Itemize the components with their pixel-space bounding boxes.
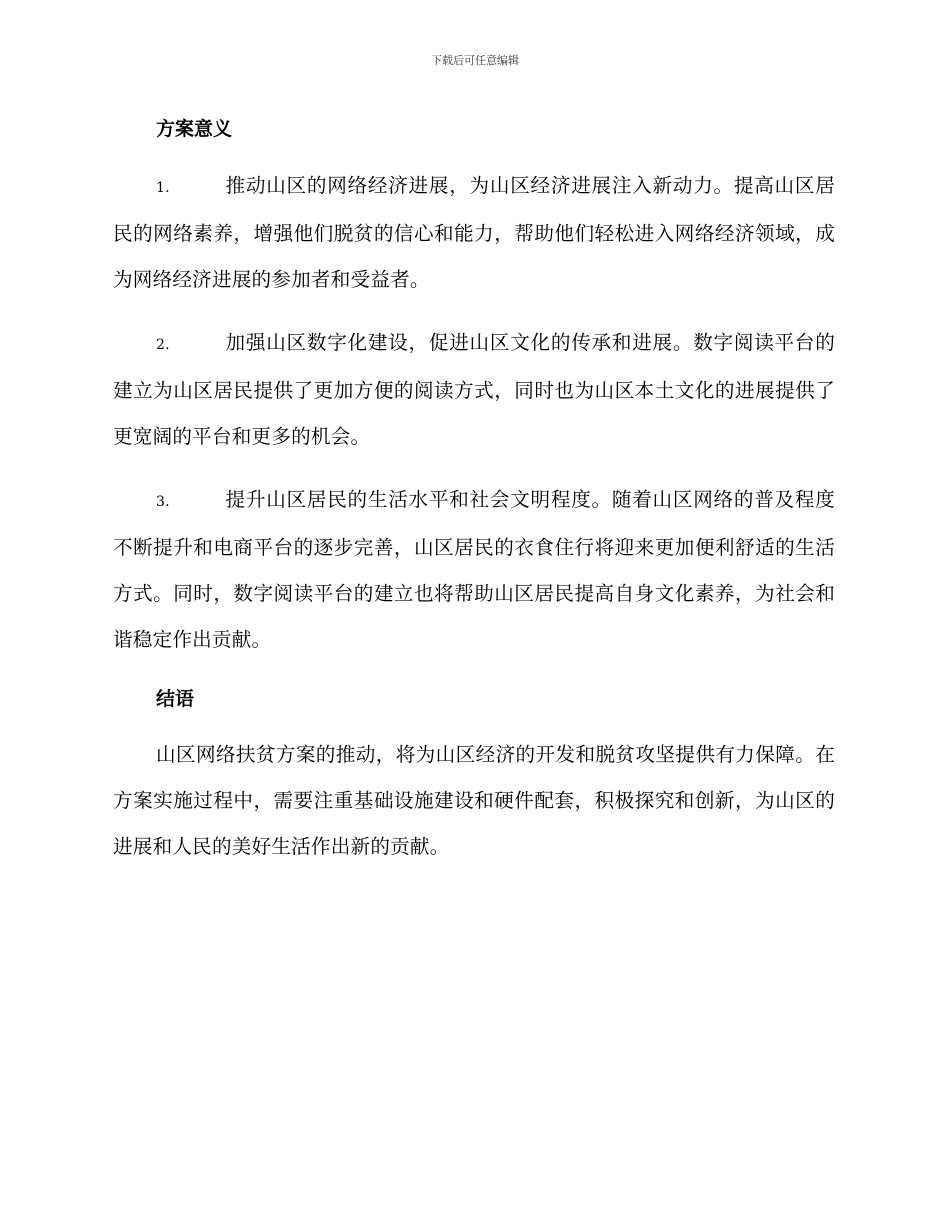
list-item-number: 2. [156,337,170,353]
list-item-text: 加强山区数字化建设，促进山区文化的传承和进展。数字阅读平台的建立为山区居民提供了更加方便的阅读方式，同时也为山区本土文化的进展提供了更宽阔的平台和更多的机会。 [113,331,835,448]
list-item-number: 1. [156,180,170,196]
list-item [113,163,835,303]
section-title-conclusion: 结语 [156,688,195,710]
document-body [113,112,835,887]
page-header-note: 下载后可任意编辑 [431,54,519,67]
list-item-number: 3. [156,494,170,510]
list-item-text: 推动山区的网络经济进展，为山区经济进展注入新动力。提高山区居民的网络素养，增强他们脱贫的信心和能力，帮助他们轻松进入网络经济领域，成为网络经济进展的参加者和受益者。 [113,174,835,291]
conclusion-paragraph: 山区网络扶贫方案的推动，将为山区经济的开发和脱贫攻坚提供有力保障。在方案实施过程中，需要注重基础设施建设和硬件配套，积极探究和创新，为山区的进展和人民的美好生活作出新的贡献。 [113,743,835,858]
list-item [113,320,835,460]
list-item [113,477,835,663]
section-title-significance: 方案意义 [156,118,233,140]
list-item-text: 提升山区居民的生活水平和社会文明程度。随着山区网络的普及程度不断提升和电商平台的逐步完善，山区居民的衣食住行将迎来更加便利舒适的生活方式。同时，数字阅读平台的建立也将帮助山区居民提高自身文化素养，为社会和谐稳定作出贡献。 [113,488,835,651]
